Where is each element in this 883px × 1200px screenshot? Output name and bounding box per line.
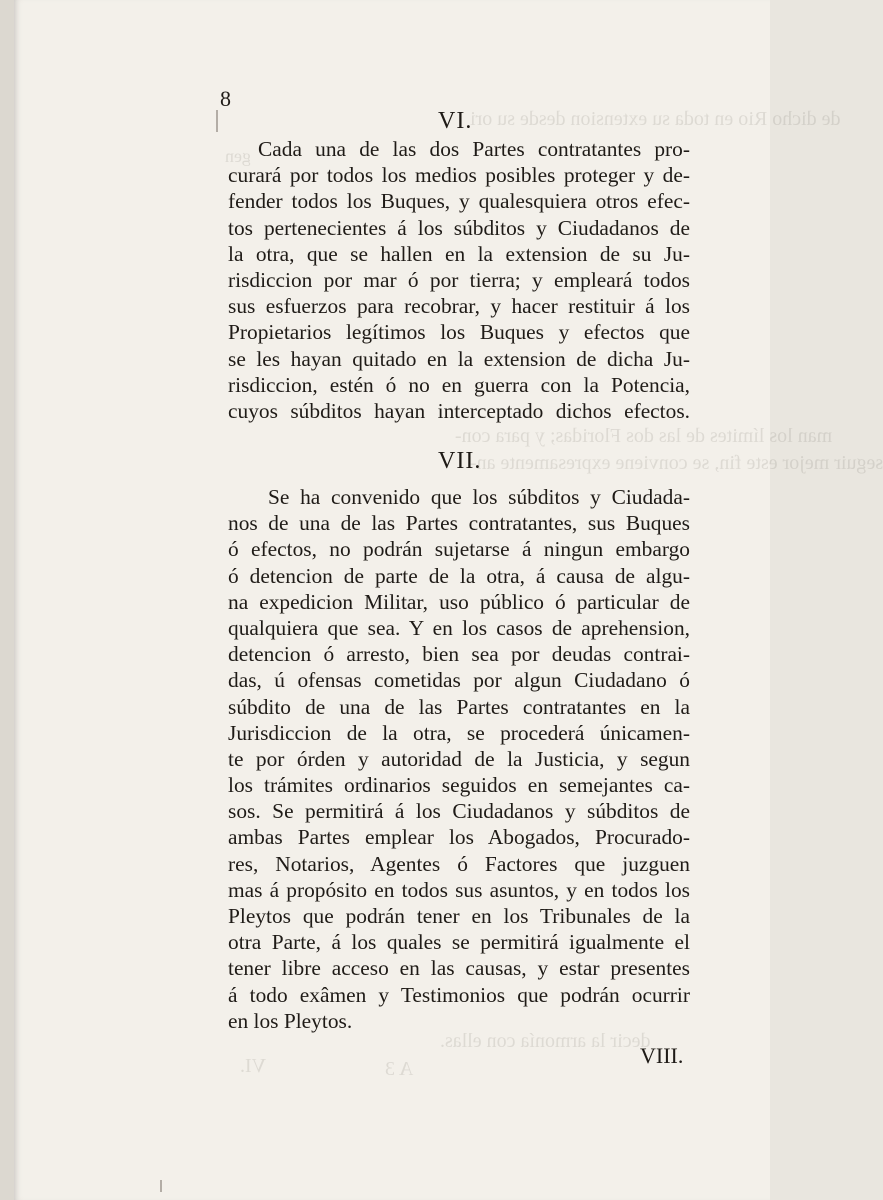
text-line: das, ú ofensas cometidas por algun Ciudadano ó <box>228 668 690 693</box>
text-line: risdiccion por mar ó por tierra; y empleará todos <box>228 267 690 292</box>
bleed-through: A 3 <box>385 1058 414 1080</box>
text-line: tener libre acceso en las causas, y estar presentes <box>228 956 690 981</box>
ink-mark <box>216 110 218 132</box>
text-line: sus esfuerzos para recobrar, y hacer restituir á los <box>228 294 690 319</box>
text-line: súbdito de una de las Partes contratantes en la <box>228 694 690 719</box>
text-line: Pleytos que podrán tener en los Tribunales de la <box>228 904 690 928</box>
section-vii-body <box>228 484 690 1034</box>
text-line: los trámites ordinarios seguidos en semejantes ca- <box>228 773 690 798</box>
bleed-through: seguir mejor este fin, se conviene expresamente an- <box>470 452 883 474</box>
text-line: Jurisdiccion de la otra, se procederá únicamen- <box>228 720 690 745</box>
bleed-through: de dicho Rio en toda su extension desde su ori <box>470 108 841 130</box>
ink-mark <box>160 1180 162 1192</box>
text-line: ó efectos, no podrán sujetarse á ningun embargo <box>228 537 690 562</box>
text-line: sos. Se permitirá á los Ciudadanos y súbditos de <box>228 799 690 824</box>
text-line: mas á propósito en todos sus asuntos, y en todos los <box>228 877 690 902</box>
section-vi-body <box>228 136 690 424</box>
bleed-through: decir la armonía con ellas. <box>440 1030 651 1052</box>
page-edge <box>0 0 14 1200</box>
text-line: nos de una de las Partes contratantes, sus Buques <box>228 511 690 536</box>
bleed-through: VI. <box>240 1055 267 1077</box>
text-line: á todo exâmen y Testimonios que podrán ocurrir <box>228 982 690 1007</box>
bleed-through: man los límites de las dos Floridas; y para con- <box>455 425 833 447</box>
page-number: 8 <box>220 86 231 111</box>
text-line: tos pertenecientes á los súbditos y Ciudadanos de <box>228 215 690 240</box>
text-line: la otra, que se hallen en la extension de su Ju- <box>228 241 690 266</box>
text-line: otra Parte, á los quales se permitirá igualmente el <box>228 930 690 955</box>
text-line: Cada una de las dos Partes contratantes pro- <box>258 137 690 161</box>
section-heading-vi: VI. <box>438 108 473 134</box>
text-line: cuyos súbditos hayan interceptado dichos efectos. <box>228 398 690 423</box>
text-line: detencion ó arresto, bien sea por deudas contrai- <box>228 642 690 667</box>
text-line: te por órden y autoridad de la Justicia, y segun <box>228 746 690 771</box>
text-line: risdiccion, estén ó no en guerra con la Potencia, <box>228 372 690 397</box>
text-line: Se ha convenido que los súbditos y Ciudada- <box>268 485 690 509</box>
text-line: en los Pleytos. <box>228 1008 353 1033</box>
section-heading-vii: VII. <box>438 448 482 474</box>
text-line: res, Notarios, Agentes ó Factores que juzguen <box>228 851 690 876</box>
text-line: ó detencion de parte de la otra, á causa de algu- <box>228 563 690 588</box>
catchword: VIII. <box>640 1043 684 1068</box>
text-line: se les hayan quitado en la extension de dicha Ju- <box>228 346 690 371</box>
text-line: curará por todos los medios posibles proteger y de- <box>228 163 690 188</box>
bleed-through: gen <box>225 146 251 166</box>
text-line: na expedicion Militar, uso público ó particular de <box>228 589 690 614</box>
text-line: ambas Partes emplear los Abogados, Procurado- <box>228 825 690 850</box>
text-line: qualquiera que sea. Y en los casos de aprehension, <box>228 615 690 640</box>
text-line: fender todos los Buques, y qualesquiera otros efec- <box>228 189 690 214</box>
text-line: Propietarios legítimos los Buques y efectos que <box>228 320 690 345</box>
